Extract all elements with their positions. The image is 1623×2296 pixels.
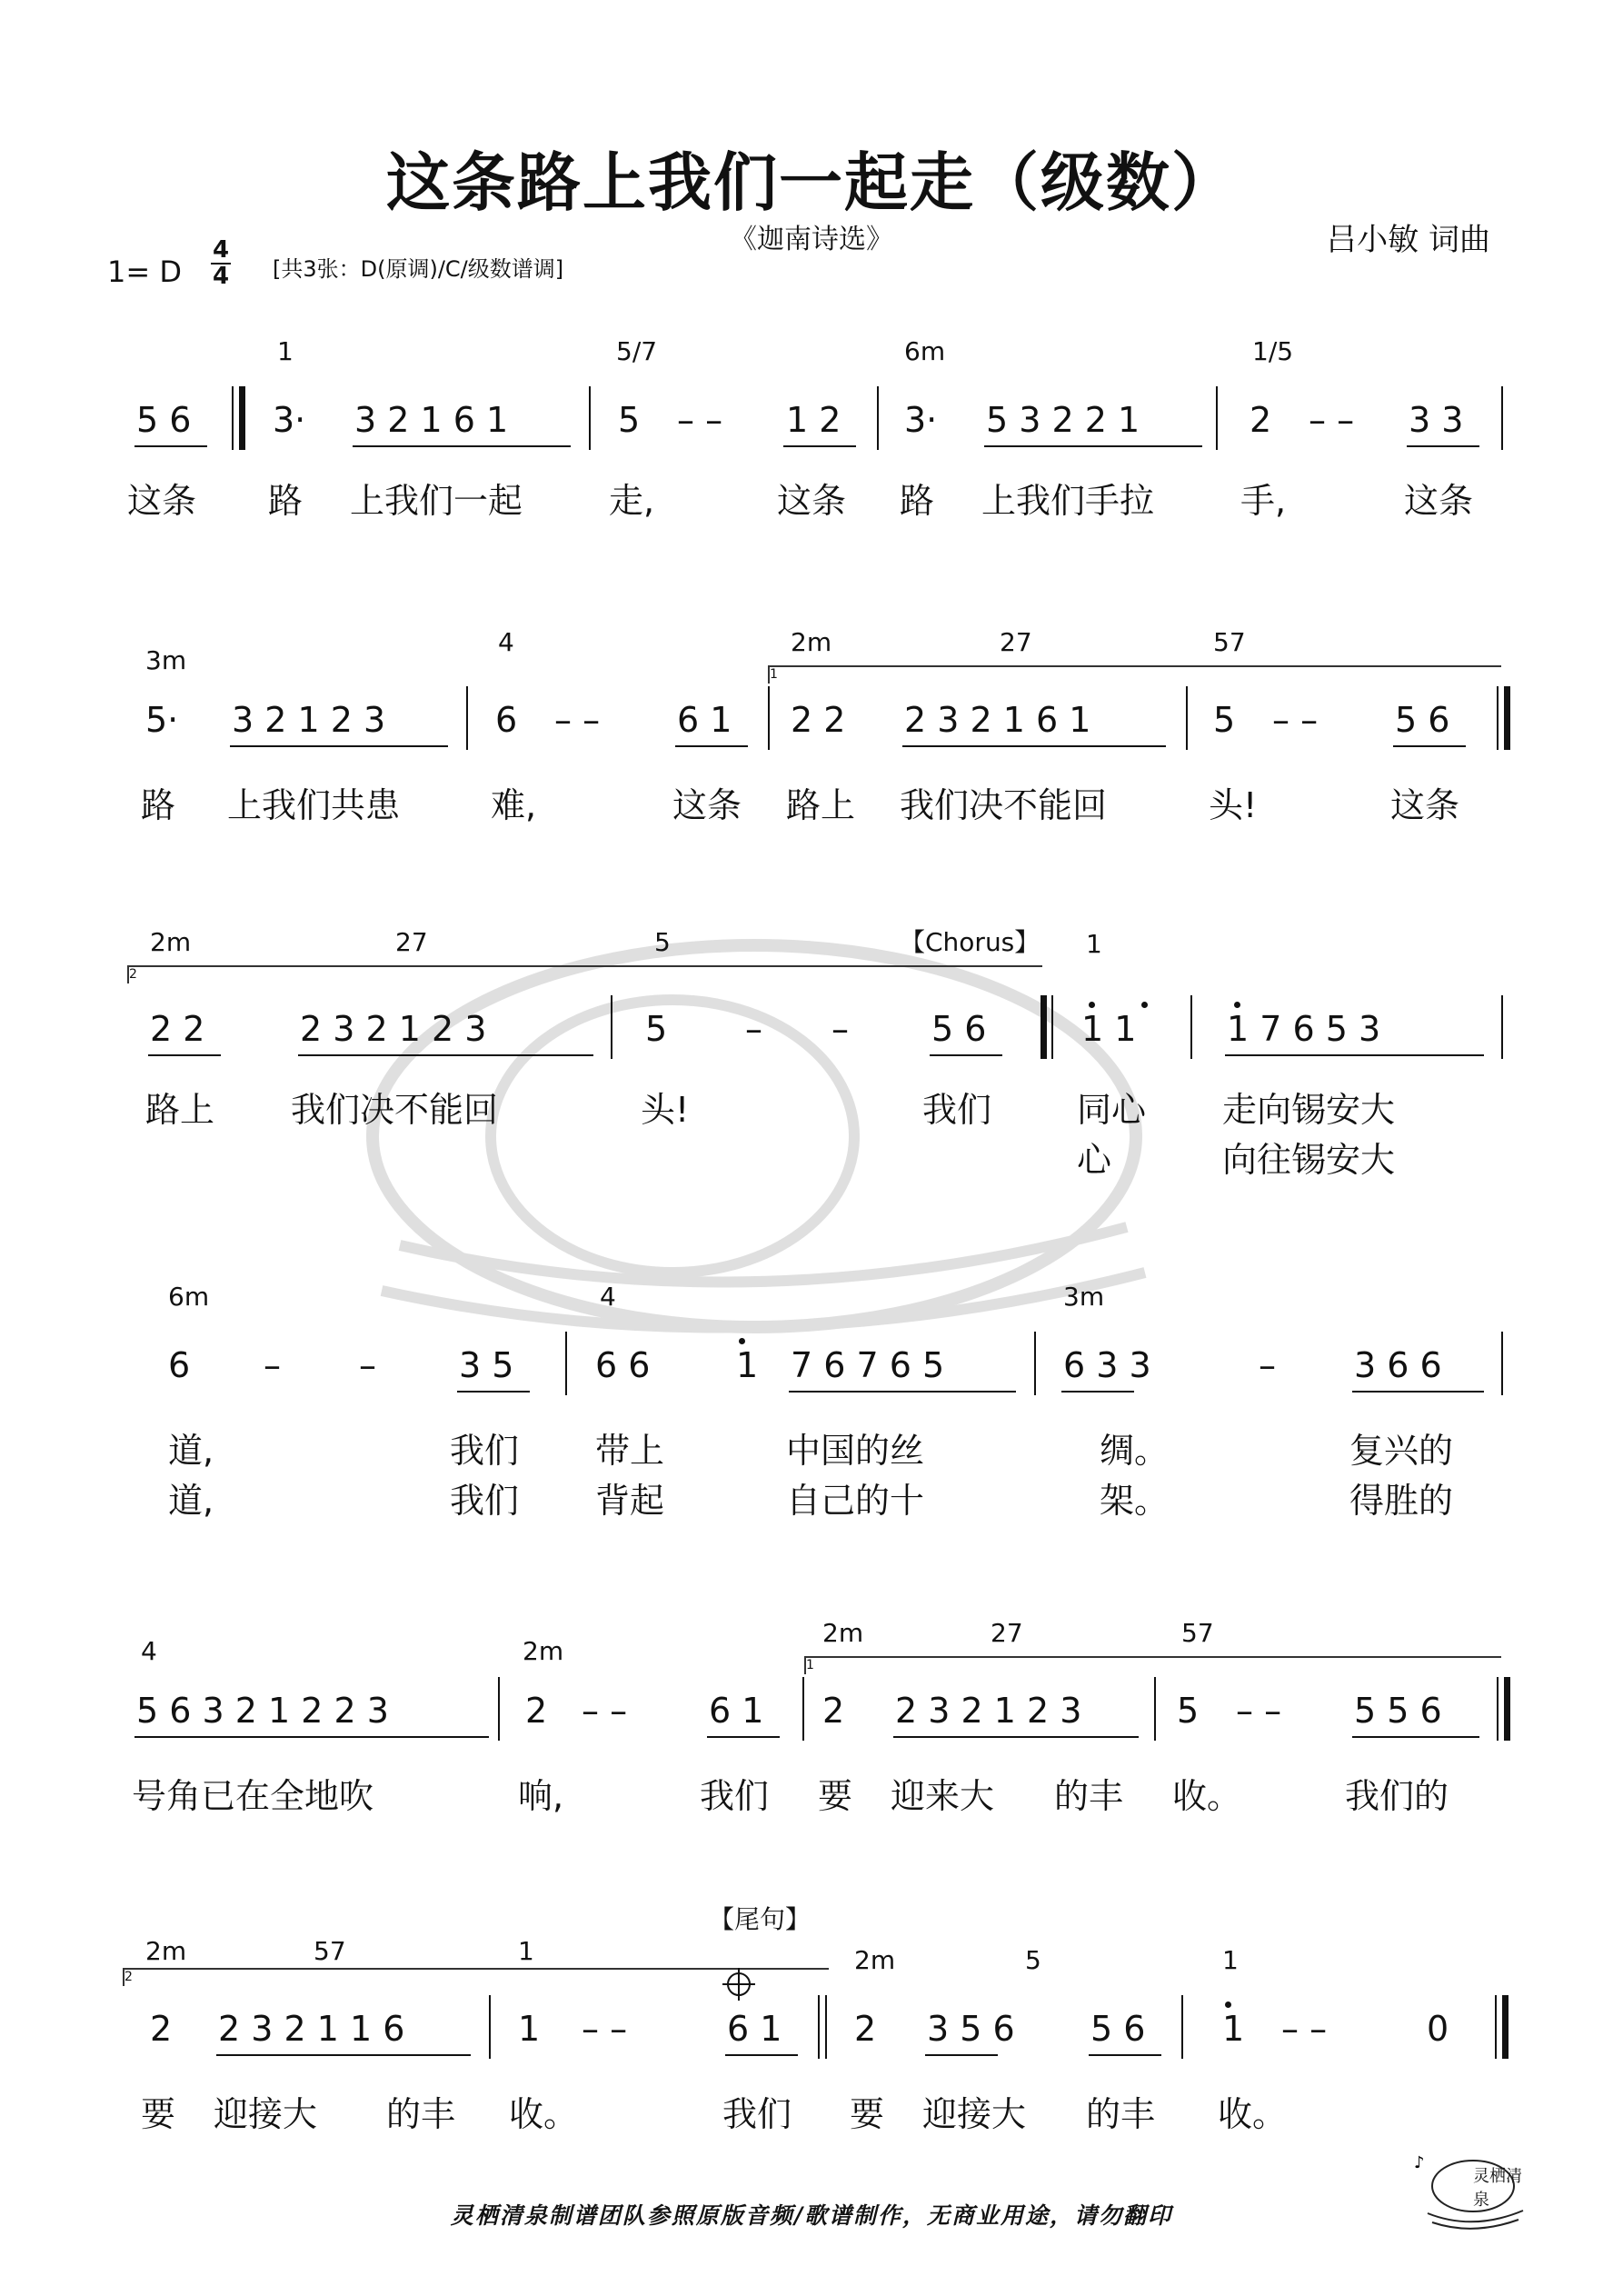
chord: 2m: [523, 1636, 564, 1666]
note: –: [264, 1345, 281, 1385]
bar-line: [1216, 386, 1218, 450]
lyric: 我们: [722, 2094, 792, 2134]
note: 6 6: [595, 1345, 651, 1385]
lyric: 我们决不能回: [291, 1090, 499, 1130]
chord: 27: [1000, 627, 1032, 657]
note: 2 2: [150, 1009, 205, 1049]
note: 2 3 2 1 1 6: [218, 2009, 405, 2049]
subtitle: 《迦南诗选》: [730, 224, 893, 255]
underline: [353, 445, 571, 447]
underline: [148, 1054, 221, 1056]
lyric: 我们: [922, 1090, 992, 1130]
note: – –: [582, 2009, 628, 2049]
underline: [1061, 1391, 1134, 1393]
score-info: [共3张：D(原调)/C/级数谱调]: [273, 256, 564, 282]
note: 1 2: [786, 400, 841, 440]
note: 0: [1427, 2009, 1449, 2049]
key-signature: 1= D: [107, 255, 182, 289]
bar-line: [1034, 1332, 1036, 1395]
note: 5: [1213, 700, 1236, 740]
time-denominator: 4: [212, 263, 230, 290]
bar-line: [1497, 686, 1499, 750]
lyric: 要: [141, 2094, 176, 2134]
bar-line: [1181, 1995, 1183, 2059]
underline: [216, 2054, 471, 2056]
underline: [1225, 1054, 1484, 1056]
bar-line: [1190, 995, 1192, 1059]
lyric: 头!: [641, 1090, 690, 1130]
lyric: 路: [268, 481, 304, 521]
note: 5 6 3 2 1 2 2 3: [136, 1691, 389, 1731]
chord: 3m: [1063, 1282, 1105, 1312]
bar-line: [1154, 1677, 1156, 1741]
note: 2: [525, 1691, 548, 1731]
chord: 1: [518, 1936, 534, 1966]
lyric: 我们的: [1345, 1776, 1449, 1816]
note: 1 1: [1081, 1009, 1137, 1049]
lyric: 路: [141, 785, 176, 825]
note: 5 3 2 2 1: [986, 400, 1140, 440]
lyric: 号角已在全地吹: [132, 1776, 374, 1816]
lyric: 路上: [145, 1090, 215, 1130]
lyric: 道,: [168, 1481, 214, 1521]
underline: [134, 1736, 489, 1738]
chord: 2m: [145, 1936, 187, 1966]
note: 2 2: [791, 700, 846, 740]
note: 3 2 1 6 1: [354, 400, 509, 440]
lyric: 绸。: [1100, 1431, 1170, 1471]
note: 2: [854, 2009, 877, 2049]
note: 5: [645, 1009, 668, 1049]
lyric: 的丰: [1086, 2094, 1156, 2134]
high-octave-dot: [1234, 1002, 1240, 1008]
underline: [1089, 2054, 1161, 2056]
note: 1: [736, 1345, 759, 1385]
chord: 4: [600, 1282, 616, 1312]
lyric: 走,: [609, 481, 655, 521]
bar-line: [768, 686, 770, 750]
chord: 1: [1222, 1945, 1239, 1975]
underline: [1352, 1736, 1479, 1738]
bar-line: [489, 1995, 491, 2059]
bar-line: [818, 1995, 820, 2059]
section-label: 【Chorus】: [900, 927, 1041, 957]
high-octave-dot: [1089, 1002, 1095, 1008]
lyric: 我们决不能回: [900, 785, 1108, 825]
lyric: 我们: [450, 1481, 520, 1521]
note: 3 5: [459, 1345, 514, 1385]
bar-line: [498, 1677, 500, 1741]
note: –: [831, 1009, 849, 1049]
lyric: 路: [900, 481, 935, 521]
underline: [1352, 1391, 1484, 1393]
first-ending-bracket: 1: [804, 1656, 1501, 1674]
bar-line: [1501, 386, 1503, 450]
lyric: 这条: [1390, 785, 1460, 825]
note: – –: [677, 400, 723, 440]
note: 5 6: [136, 400, 192, 440]
lyric: 的丰: [1054, 1776, 1124, 1816]
note: 5 6: [1395, 700, 1450, 740]
lyric: 上我们共患: [227, 785, 401, 825]
high-octave-dot: [739, 1338, 745, 1344]
lyric: 难,: [491, 785, 537, 825]
lyric: 要: [818, 1776, 853, 1816]
lyric: 走向锡安大: [1222, 1090, 1396, 1130]
chord: 27: [395, 927, 428, 957]
chord: 2m: [822, 1618, 864, 1648]
lyric: 收。: [1172, 1776, 1242, 1816]
note: 2 3 2 1 2 3: [300, 1009, 487, 1049]
note: 5 5 6: [1354, 1691, 1442, 1731]
chord: 57: [314, 1936, 346, 1966]
lyric: 迎接大: [214, 2094, 318, 2134]
lyric: 这条: [777, 481, 847, 521]
note: – –: [1236, 1691, 1282, 1731]
lyric: 上我们手拉: [981, 481, 1155, 521]
lyric: 响,: [518, 1776, 564, 1816]
chord: 27: [991, 1618, 1023, 1648]
note: – –: [1281, 2009, 1328, 2049]
lyric: 道,: [168, 1431, 214, 1471]
note: 2 3 2 1 6 1: [904, 700, 1091, 740]
note: 6 1: [727, 2009, 782, 2049]
note: – –: [1272, 700, 1319, 740]
high-octave-dot: [1225, 2002, 1231, 2008]
bar-line: [802, 1677, 804, 1741]
underline: [893, 1736, 1139, 1738]
bar-line: [1495, 1995, 1497, 2059]
footer-note: 灵栖清泉制谱团队参照原版音频/歌谱制作，无商业用途，请勿翻印: [450, 2202, 1173, 2229]
lyric: 上我们一起: [350, 481, 523, 521]
note: 7 6 7 6 5: [791, 1345, 945, 1385]
note: 2: [150, 2009, 173, 2049]
note: 5: [618, 400, 641, 440]
bar-line: [1186, 686, 1188, 750]
repeat-start: [1041, 995, 1047, 1059]
note: 2: [822, 1691, 845, 1731]
lyric: 架。: [1100, 1481, 1170, 1521]
underline: [707, 1736, 780, 1738]
lyric: 手,: [1240, 481, 1287, 521]
underline: [902, 745, 1166, 747]
note: 5·: [145, 700, 179, 740]
underline: [457, 1391, 530, 1393]
bar-line: [589, 386, 591, 450]
underline: [789, 1391, 1016, 1393]
note: 3 6 6: [1354, 1345, 1442, 1385]
lyric: 我们: [700, 1776, 770, 1816]
underline: [1393, 745, 1466, 747]
underline: [925, 2054, 998, 2056]
note: –: [1259, 1345, 1276, 1385]
time-signature: [211, 238, 231, 289]
lyric: 带上: [595, 1431, 665, 1471]
note: –: [745, 1009, 762, 1049]
note: 6 1: [677, 700, 732, 740]
lyric: 这条: [127, 481, 197, 521]
logo-text: 灵栖清泉: [1473, 2167, 1522, 2210]
chord: 6m: [168, 1282, 210, 1312]
lyric: 要: [850, 2094, 885, 2134]
note: 1: [518, 2009, 541, 2049]
chord: 2m: [150, 927, 192, 957]
lyric: 我们: [450, 1431, 520, 1471]
note: 5 6: [931, 1009, 987, 1049]
lyric: 的丰: [386, 2094, 456, 2134]
bar-line: [611, 995, 612, 1059]
chord: 6m: [904, 336, 946, 366]
note: 5 6: [1090, 2009, 1146, 2049]
lyric: 复兴的: [1349, 1431, 1454, 1471]
lyric: 自己的十: [786, 1481, 925, 1521]
note: – –: [554, 700, 601, 740]
chord: 57: [1213, 627, 1246, 657]
note: 6: [168, 1345, 191, 1385]
chord: 2m: [854, 1945, 896, 1975]
lyric: 背起: [595, 1481, 665, 1521]
bar-line: [877, 386, 879, 450]
underline: [134, 445, 207, 447]
note: 5: [1177, 1691, 1200, 1731]
composer: 吕小敏 词曲: [1326, 222, 1490, 258]
repeat-start: [239, 386, 245, 450]
note: 6 1: [709, 1691, 764, 1731]
second-ending-bracket: 2: [127, 965, 1042, 983]
underline: [725, 2054, 798, 2056]
bar-line: [1501, 1332, 1503, 1395]
chord: 1: [277, 336, 294, 366]
logo: [1409, 2145, 1537, 2231]
repeat-end: [1504, 686, 1510, 750]
coda-icon: [722, 1968, 755, 2001]
lyric: 收。: [509, 2094, 579, 2134]
chord: 2m: [791, 627, 832, 657]
bar-line: [466, 686, 468, 750]
note: 1 7 6 5 3: [1227, 1009, 1381, 1049]
underline: [298, 1054, 593, 1056]
first-ending-bracket: 1: [768, 665, 1501, 684]
bar-line: [232, 386, 234, 450]
lyric: 向往锡安大: [1222, 1140, 1396, 1180]
note: –: [359, 1345, 376, 1385]
note: 2 3 2 1 2 3: [895, 1691, 1082, 1731]
lyric: 心: [1077, 1140, 1112, 1180]
chord: 1: [1086, 929, 1102, 959]
chord: 1/5: [1252, 336, 1294, 366]
lyric: 迎接大: [922, 2094, 1027, 2134]
high-octave-dot: [1141, 1002, 1148, 1008]
underline: [984, 445, 1202, 447]
note: 3 2 1 2 3: [232, 700, 386, 740]
page-title: 这条路上我们一起走（级数）: [386, 145, 1237, 220]
lyric: 中国的丝: [786, 1431, 925, 1471]
bar-line: [1497, 1677, 1499, 1741]
chord: 57: [1181, 1618, 1214, 1648]
lyric: 这条: [1404, 481, 1474, 521]
lyric: 这条: [672, 785, 742, 825]
chord: 3m: [145, 645, 187, 675]
time-numerator: 4: [212, 236, 230, 264]
chord: 4: [498, 627, 514, 657]
chord: 5/7: [616, 336, 658, 366]
note: 2: [1250, 400, 1272, 440]
underline: [930, 1054, 1002, 1056]
note: 6: [495, 700, 518, 740]
lyric: 迎来大: [891, 1776, 995, 1816]
note: 3·: [904, 400, 938, 440]
section-label: 【尾句】: [709, 1904, 812, 1934]
note: 3 3: [1409, 400, 1464, 440]
svg-text:♪: ♪: [1414, 2153, 1425, 2172]
bar-line: [1501, 995, 1503, 1059]
chord: 5: [654, 927, 671, 957]
underline: [783, 445, 856, 447]
second-ending-bracket: 2: [123, 1968, 829, 1986]
lyric: 同心: [1077, 1090, 1147, 1130]
lyric: 路上: [786, 785, 856, 825]
lyric: 头!: [1209, 785, 1258, 825]
note: 3 5 6: [927, 2009, 1015, 2049]
lyric: 收。: [1218, 2094, 1288, 2134]
note: 3·: [273, 400, 306, 440]
note: – –: [582, 1691, 628, 1731]
note: 6 3 3: [1063, 1345, 1151, 1385]
final-bar: [1502, 1995, 1508, 2059]
bar-line: [1051, 995, 1053, 1059]
lyric: 得胜的: [1349, 1481, 1454, 1521]
underline: [675, 745, 748, 747]
underline: [1407, 445, 1479, 447]
note: – –: [1309, 400, 1355, 440]
repeat-end: [1504, 1677, 1510, 1741]
chord: 5: [1025, 1945, 1041, 1975]
underline: [230, 745, 448, 747]
bar-line: [825, 1995, 827, 2059]
chord: 4: [141, 1636, 157, 1666]
bar-line: [565, 1332, 567, 1395]
note: 1: [1222, 2009, 1245, 2049]
